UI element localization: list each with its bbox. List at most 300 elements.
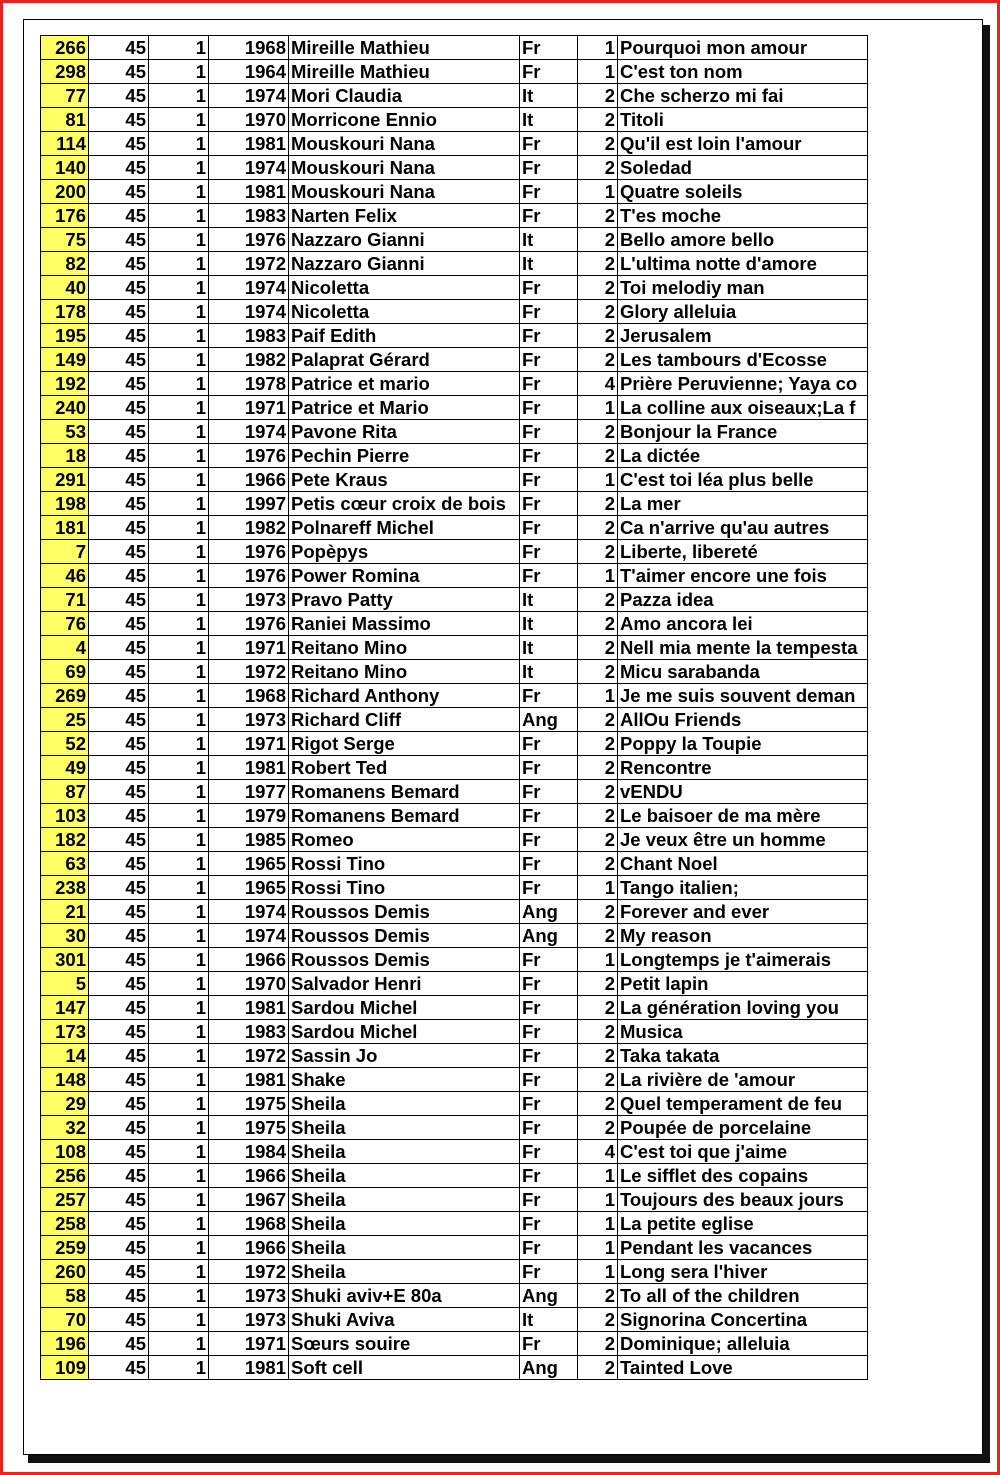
cell-title: vENDU <box>618 780 868 804</box>
cell-language: Ang <box>520 708 578 732</box>
cell-artist: Mireille Mathieu <box>289 60 520 84</box>
cell-year: 1982 <box>209 348 289 372</box>
cell-quantity: 1 <box>149 852 209 876</box>
cell-id: 76 <box>41 612 89 636</box>
table-row <box>41 1116 868 1140</box>
cell-year: 1981 <box>209 132 289 156</box>
cell-title: Micu sarabanda <box>618 660 868 684</box>
cell-title: Che scherzo mi fai <box>618 84 868 108</box>
cell-language: Fr <box>520 876 578 900</box>
cell-format: 45 <box>89 420 149 444</box>
cell-id: 40 <box>41 276 89 300</box>
cell-id: 18 <box>41 444 89 468</box>
cell-tracks: 1 <box>578 60 618 84</box>
cell-artist: Sheila <box>289 1140 520 1164</box>
cell-title: AllOu Friends <box>618 708 868 732</box>
cell-tracks: 2 <box>578 84 618 108</box>
cell-tracks: 1 <box>578 180 618 204</box>
cell-language: It <box>520 636 578 660</box>
cell-title: La dictée <box>618 444 868 468</box>
cell-year: 1971 <box>209 636 289 660</box>
cell-year: 1966 <box>209 468 289 492</box>
cell-title: La rivière de 'amour <box>618 1068 868 1092</box>
cell-tracks: 2 <box>578 156 618 180</box>
cell-title: Bonjour la France <box>618 420 868 444</box>
cell-language: It <box>520 84 578 108</box>
cell-tracks: 2 <box>578 660 618 684</box>
cell-id: 25 <box>41 708 89 732</box>
cell-year: 1997 <box>209 492 289 516</box>
cell-title: Soledad <box>618 156 868 180</box>
cell-language: Fr <box>520 300 578 324</box>
cell-year: 1967 <box>209 1188 289 1212</box>
cell-title: Petit lapin <box>618 972 868 996</box>
table-row <box>41 996 868 1020</box>
cell-artist: Sheila <box>289 1092 520 1116</box>
cell-artist: Richard Cliff <box>289 708 520 732</box>
cell-title: Titoli <box>618 108 868 132</box>
cell-format: 45 <box>89 276 149 300</box>
cell-year: 1981 <box>209 180 289 204</box>
cell-artist: Nazzaro Gianni <box>289 228 520 252</box>
table-row <box>41 60 868 84</box>
cell-id: 256 <box>41 1164 89 1188</box>
cell-year: 1972 <box>209 252 289 276</box>
cell-year: 1974 <box>209 420 289 444</box>
cell-tracks: 2 <box>578 108 618 132</box>
table-row <box>41 1044 868 1068</box>
cell-artist: Soft cell <box>289 1356 520 1380</box>
cell-year: 1973 <box>209 708 289 732</box>
cell-quantity: 1 <box>149 1020 209 1044</box>
cell-id: 4 <box>41 636 89 660</box>
cell-format: 45 <box>89 180 149 204</box>
cell-quantity: 1 <box>149 444 209 468</box>
cell-id: 266 <box>41 36 89 60</box>
cell-title: Tainted Love <box>618 1356 868 1380</box>
table-row <box>41 876 868 900</box>
cell-format: 45 <box>89 396 149 420</box>
table-row <box>41 828 868 852</box>
cell-artist: Rossi Tino <box>289 876 520 900</box>
cell-quantity: 1 <box>149 1260 209 1284</box>
cell-format: 45 <box>89 1188 149 1212</box>
cell-quantity: 1 <box>149 132 209 156</box>
cell-tracks: 2 <box>578 900 618 924</box>
cell-artist: Pechin Pierre <box>289 444 520 468</box>
cell-year: 1968 <box>209 1212 289 1236</box>
cell-tracks: 2 <box>578 852 618 876</box>
cell-year: 1968 <box>209 36 289 60</box>
cell-artist: Popèpys <box>289 540 520 564</box>
cell-artist: Sheila <box>289 1164 520 1188</box>
table-row <box>41 444 868 468</box>
cell-id: 81 <box>41 108 89 132</box>
cell-artist: Sheila <box>289 1188 520 1212</box>
cell-language: Fr <box>520 828 578 852</box>
cell-tracks: 1 <box>578 564 618 588</box>
table-row <box>41 372 868 396</box>
cell-title: Le sifflet des copains <box>618 1164 868 1188</box>
cell-language: It <box>520 660 578 684</box>
cell-title: Forever and ever <box>618 900 868 924</box>
cell-id: 301 <box>41 948 89 972</box>
cell-quantity: 1 <box>149 1308 209 1332</box>
cell-id: 30 <box>41 924 89 948</box>
cell-quantity: 1 <box>149 1236 209 1260</box>
cell-language: Fr <box>520 852 578 876</box>
cell-id: 29 <box>41 1092 89 1116</box>
cell-language: Fr <box>520 972 578 996</box>
cell-format: 45 <box>89 1236 149 1260</box>
cell-format: 45 <box>89 732 149 756</box>
table-row <box>41 300 868 324</box>
cell-quantity: 1 <box>149 84 209 108</box>
cell-id: 195 <box>41 324 89 348</box>
table-row <box>41 1020 868 1044</box>
cell-format: 45 <box>89 516 149 540</box>
cell-tracks: 2 <box>578 828 618 852</box>
cell-language: Ang <box>520 1356 578 1380</box>
cell-language: Ang <box>520 924 578 948</box>
cell-format: 45 <box>89 1140 149 1164</box>
cell-year: 1982 <box>209 516 289 540</box>
cell-title: Quel temperament de feu <box>618 1092 868 1116</box>
cell-format: 45 <box>89 1044 149 1068</box>
cell-id: 147 <box>41 996 89 1020</box>
cell-quantity: 1 <box>149 1284 209 1308</box>
cell-artist: Rossi Tino <box>289 852 520 876</box>
cell-artist: Sardou Michel <box>289 996 520 1020</box>
cell-quantity: 1 <box>149 804 209 828</box>
cell-title: Ca n'arrive qu'au autres <box>618 516 868 540</box>
cell-tracks: 2 <box>578 1020 618 1044</box>
cell-format: 45 <box>89 1284 149 1308</box>
cell-id: 109 <box>41 1356 89 1380</box>
cell-year: 1976 <box>209 540 289 564</box>
cell-language: It <box>520 1308 578 1332</box>
cell-artist: Morricone Ennio <box>289 108 520 132</box>
cell-title: Rencontre <box>618 756 868 780</box>
cell-title: La génération loving you <box>618 996 868 1020</box>
table-row <box>41 204 868 228</box>
cell-format: 45 <box>89 60 149 84</box>
cell-id: 259 <box>41 1236 89 1260</box>
cell-year: 1984 <box>209 1140 289 1164</box>
cell-year: 1976 <box>209 444 289 468</box>
table-row <box>41 636 868 660</box>
cell-artist: Sheila <box>289 1212 520 1236</box>
cell-tracks: 1 <box>578 1188 618 1212</box>
cell-year: 1983 <box>209 1020 289 1044</box>
cell-format: 45 <box>89 1332 149 1356</box>
cell-format: 45 <box>89 948 149 972</box>
cell-artist: Richard Anthony <box>289 684 520 708</box>
cell-format: 45 <box>89 540 149 564</box>
cell-tracks: 2 <box>578 1356 618 1380</box>
cell-quantity: 1 <box>149 876 209 900</box>
cell-quantity: 1 <box>149 180 209 204</box>
cell-id: 298 <box>41 60 89 84</box>
cell-id: 103 <box>41 804 89 828</box>
cell-tracks: 2 <box>578 1068 618 1092</box>
cell-title: Bello amore bello <box>618 228 868 252</box>
cell-year: 1981 <box>209 756 289 780</box>
cell-tracks: 2 <box>578 132 618 156</box>
cell-format: 45 <box>89 636 149 660</box>
cell-language: It <box>520 108 578 132</box>
cell-artist: Mireille Mathieu <box>289 36 520 60</box>
cell-id: 114 <box>41 132 89 156</box>
cell-quantity: 1 <box>149 156 209 180</box>
cell-year: 1971 <box>209 396 289 420</box>
cell-language: Fr <box>520 132 578 156</box>
cell-format: 45 <box>89 228 149 252</box>
cell-quantity: 1 <box>149 36 209 60</box>
cell-language: Fr <box>520 1332 578 1356</box>
cell-tracks: 1 <box>578 1236 618 1260</box>
cell-id: 5 <box>41 972 89 996</box>
cell-title: Liberte, libereté <box>618 540 868 564</box>
cell-tracks: 2 <box>578 1092 618 1116</box>
cell-quantity: 1 <box>149 204 209 228</box>
cell-language: Fr <box>520 756 578 780</box>
cell-title: Long sera l'hiver <box>618 1260 868 1284</box>
table-row <box>41 612 868 636</box>
cell-language: Fr <box>520 564 578 588</box>
cell-tracks: 2 <box>578 444 618 468</box>
cell-title: C'est ton nom <box>618 60 868 84</box>
cell-format: 45 <box>89 588 149 612</box>
cell-artist: Reitano Mino <box>289 660 520 684</box>
cell-artist: Robert Ted <box>289 756 520 780</box>
cell-title: Prière Peruvienne; Yaya co <box>618 372 868 396</box>
cell-title: La colline aux oiseaux;La f <box>618 396 868 420</box>
cell-quantity: 1 <box>149 972 209 996</box>
cell-quantity: 1 <box>149 396 209 420</box>
cell-language: Fr <box>520 1068 578 1092</box>
cell-tracks: 2 <box>578 804 618 828</box>
cell-title: Poupée de porcelaine <box>618 1116 868 1140</box>
cell-year: 1975 <box>209 1116 289 1140</box>
cell-language: Fr <box>520 204 578 228</box>
table-row <box>41 1308 868 1332</box>
cell-title: Poppy la Toupie <box>618 732 868 756</box>
cell-year: 1971 <box>209 1332 289 1356</box>
cell-language: Fr <box>520 732 578 756</box>
cell-format: 45 <box>89 252 149 276</box>
cell-id: 149 <box>41 348 89 372</box>
cell-artist: Sheila <box>289 1116 520 1140</box>
cell-quantity: 1 <box>149 588 209 612</box>
cell-format: 45 <box>89 1356 149 1380</box>
cell-id: 108 <box>41 1140 89 1164</box>
cell-id: 77 <box>41 84 89 108</box>
cell-artist: Mouskouri Nana <box>289 132 520 156</box>
records-table-body <box>41 36 868 1380</box>
cell-quantity: 1 <box>149 780 209 804</box>
cell-tracks: 2 <box>578 1332 618 1356</box>
table-row <box>41 1188 868 1212</box>
cell-language: Fr <box>520 1140 578 1164</box>
cell-quantity: 1 <box>149 636 209 660</box>
cell-year: 1976 <box>209 612 289 636</box>
cell-title: Longtemps je t'aimerais <box>618 948 868 972</box>
cell-year: 1972 <box>209 660 289 684</box>
cell-year: 1973 <box>209 1284 289 1308</box>
cell-tracks: 2 <box>578 1044 618 1068</box>
cell-year: 1974 <box>209 300 289 324</box>
cell-year: 1970 <box>209 972 289 996</box>
cell-language: Fr <box>520 540 578 564</box>
table-row <box>41 1284 868 1308</box>
cell-year: 1973 <box>209 588 289 612</box>
cell-format: 45 <box>89 900 149 924</box>
cell-id: 21 <box>41 900 89 924</box>
cell-format: 45 <box>89 36 149 60</box>
cell-tracks: 2 <box>578 588 618 612</box>
cell-tracks: 2 <box>578 204 618 228</box>
cell-tracks: 2 <box>578 516 618 540</box>
cell-quantity: 1 <box>149 612 209 636</box>
table-row <box>41 1140 868 1164</box>
cell-format: 45 <box>89 1212 149 1236</box>
cell-quantity: 1 <box>149 900 209 924</box>
cell-id: 238 <box>41 876 89 900</box>
cell-title: Nell mia mente la tempesta <box>618 636 868 660</box>
cell-year: 1973 <box>209 1308 289 1332</box>
cell-language: Fr <box>520 1044 578 1068</box>
table-row <box>41 900 868 924</box>
cell-id: 49 <box>41 756 89 780</box>
cell-language: Fr <box>520 804 578 828</box>
cell-id: 140 <box>41 156 89 180</box>
cell-language: Fr <box>520 348 578 372</box>
cell-format: 45 <box>89 468 149 492</box>
cell-year: 1975 <box>209 1092 289 1116</box>
cell-title: To all of the children <box>618 1284 868 1308</box>
table-row <box>41 396 868 420</box>
cell-format: 45 <box>89 1092 149 1116</box>
cell-title: Toi melodiy man <box>618 276 868 300</box>
table-row <box>41 324 868 348</box>
cell-tracks: 2 <box>578 324 618 348</box>
cell-artist: Shuki Aviva <box>289 1308 520 1332</box>
cell-artist: Mouskouri Nana <box>289 156 520 180</box>
cell-id: 173 <box>41 1020 89 1044</box>
table-row <box>41 540 868 564</box>
cell-year: 1978 <box>209 372 289 396</box>
cell-tracks: 4 <box>578 372 618 396</box>
cell-id: 46 <box>41 564 89 588</box>
cell-year: 1983 <box>209 204 289 228</box>
cell-id: 70 <box>41 1308 89 1332</box>
cell-year: 1979 <box>209 804 289 828</box>
cell-format: 45 <box>89 372 149 396</box>
cell-format: 45 <box>89 204 149 228</box>
cell-year: 1972 <box>209 1044 289 1068</box>
cell-format: 45 <box>89 684 149 708</box>
cell-tracks: 2 <box>578 612 618 636</box>
table-row <box>41 420 868 444</box>
cell-language: Fr <box>520 1116 578 1140</box>
table-row <box>41 804 868 828</box>
cell-quantity: 1 <box>149 420 209 444</box>
table-row <box>41 732 868 756</box>
cell-artist: Pete Kraus <box>289 468 520 492</box>
cell-artist: Romanens Bemard <box>289 804 520 828</box>
cell-id: 196 <box>41 1332 89 1356</box>
cell-artist: Sheila <box>289 1236 520 1260</box>
cell-tracks: 2 <box>578 780 618 804</box>
cell-artist: Nazzaro Gianni <box>289 252 520 276</box>
table-row <box>41 948 868 972</box>
table-row <box>41 108 868 132</box>
cell-id: 87 <box>41 780 89 804</box>
cell-title: Pourquoi mon amour <box>618 36 868 60</box>
cell-tracks: 1 <box>578 1212 618 1236</box>
cell-year: 1966 <box>209 948 289 972</box>
cell-id: 82 <box>41 252 89 276</box>
cell-artist: Narten Felix <box>289 204 520 228</box>
cell-language: Fr <box>520 1164 578 1188</box>
cell-id: 260 <box>41 1260 89 1284</box>
cell-artist: Shake <box>289 1068 520 1092</box>
table-row <box>41 1212 868 1236</box>
table-row <box>41 516 868 540</box>
cell-format: 45 <box>89 804 149 828</box>
cell-language: Fr <box>520 36 578 60</box>
cell-tracks: 2 <box>578 252 618 276</box>
cell-format: 45 <box>89 444 149 468</box>
cell-title: T'aimer encore une fois <box>618 564 868 588</box>
cell-quantity: 1 <box>149 732 209 756</box>
cell-title: Je veux être un homme <box>618 828 868 852</box>
cell-artist: Paif Edith <box>289 324 520 348</box>
cell-quantity: 1 <box>149 516 209 540</box>
table-row <box>41 660 868 684</box>
cell-year: 1977 <box>209 780 289 804</box>
cell-language: Fr <box>520 684 578 708</box>
cell-artist: Reitano Mino <box>289 636 520 660</box>
cell-format: 45 <box>89 1308 149 1332</box>
cell-tracks: 1 <box>578 36 618 60</box>
cell-id: 7 <box>41 540 89 564</box>
cell-id: 182 <box>41 828 89 852</box>
cell-artist: Raniei Massimo <box>289 612 520 636</box>
cell-quantity: 1 <box>149 828 209 852</box>
cell-quantity: 1 <box>149 276 209 300</box>
cell-quantity: 1 <box>149 948 209 972</box>
cell-tracks: 2 <box>578 1308 618 1332</box>
cell-id: 258 <box>41 1212 89 1236</box>
table-row <box>41 756 868 780</box>
cell-artist: Patrice et mario <box>289 372 520 396</box>
cell-id: 291 <box>41 468 89 492</box>
cell-artist: Power Romina <box>289 564 520 588</box>
cell-id: 53 <box>41 420 89 444</box>
cell-artist: Sassin Jo <box>289 1044 520 1068</box>
cell-artist: Mori Claudia <box>289 84 520 108</box>
cell-artist: Nicoletta <box>289 276 520 300</box>
cell-quantity: 1 <box>149 228 209 252</box>
cell-title: Les tambours d'Ecosse <box>618 348 868 372</box>
cell-tracks: 2 <box>578 972 618 996</box>
table-row <box>41 252 868 276</box>
cell-format: 45 <box>89 1164 149 1188</box>
cell-tracks: 1 <box>578 876 618 900</box>
cell-tracks: 1 <box>578 684 618 708</box>
